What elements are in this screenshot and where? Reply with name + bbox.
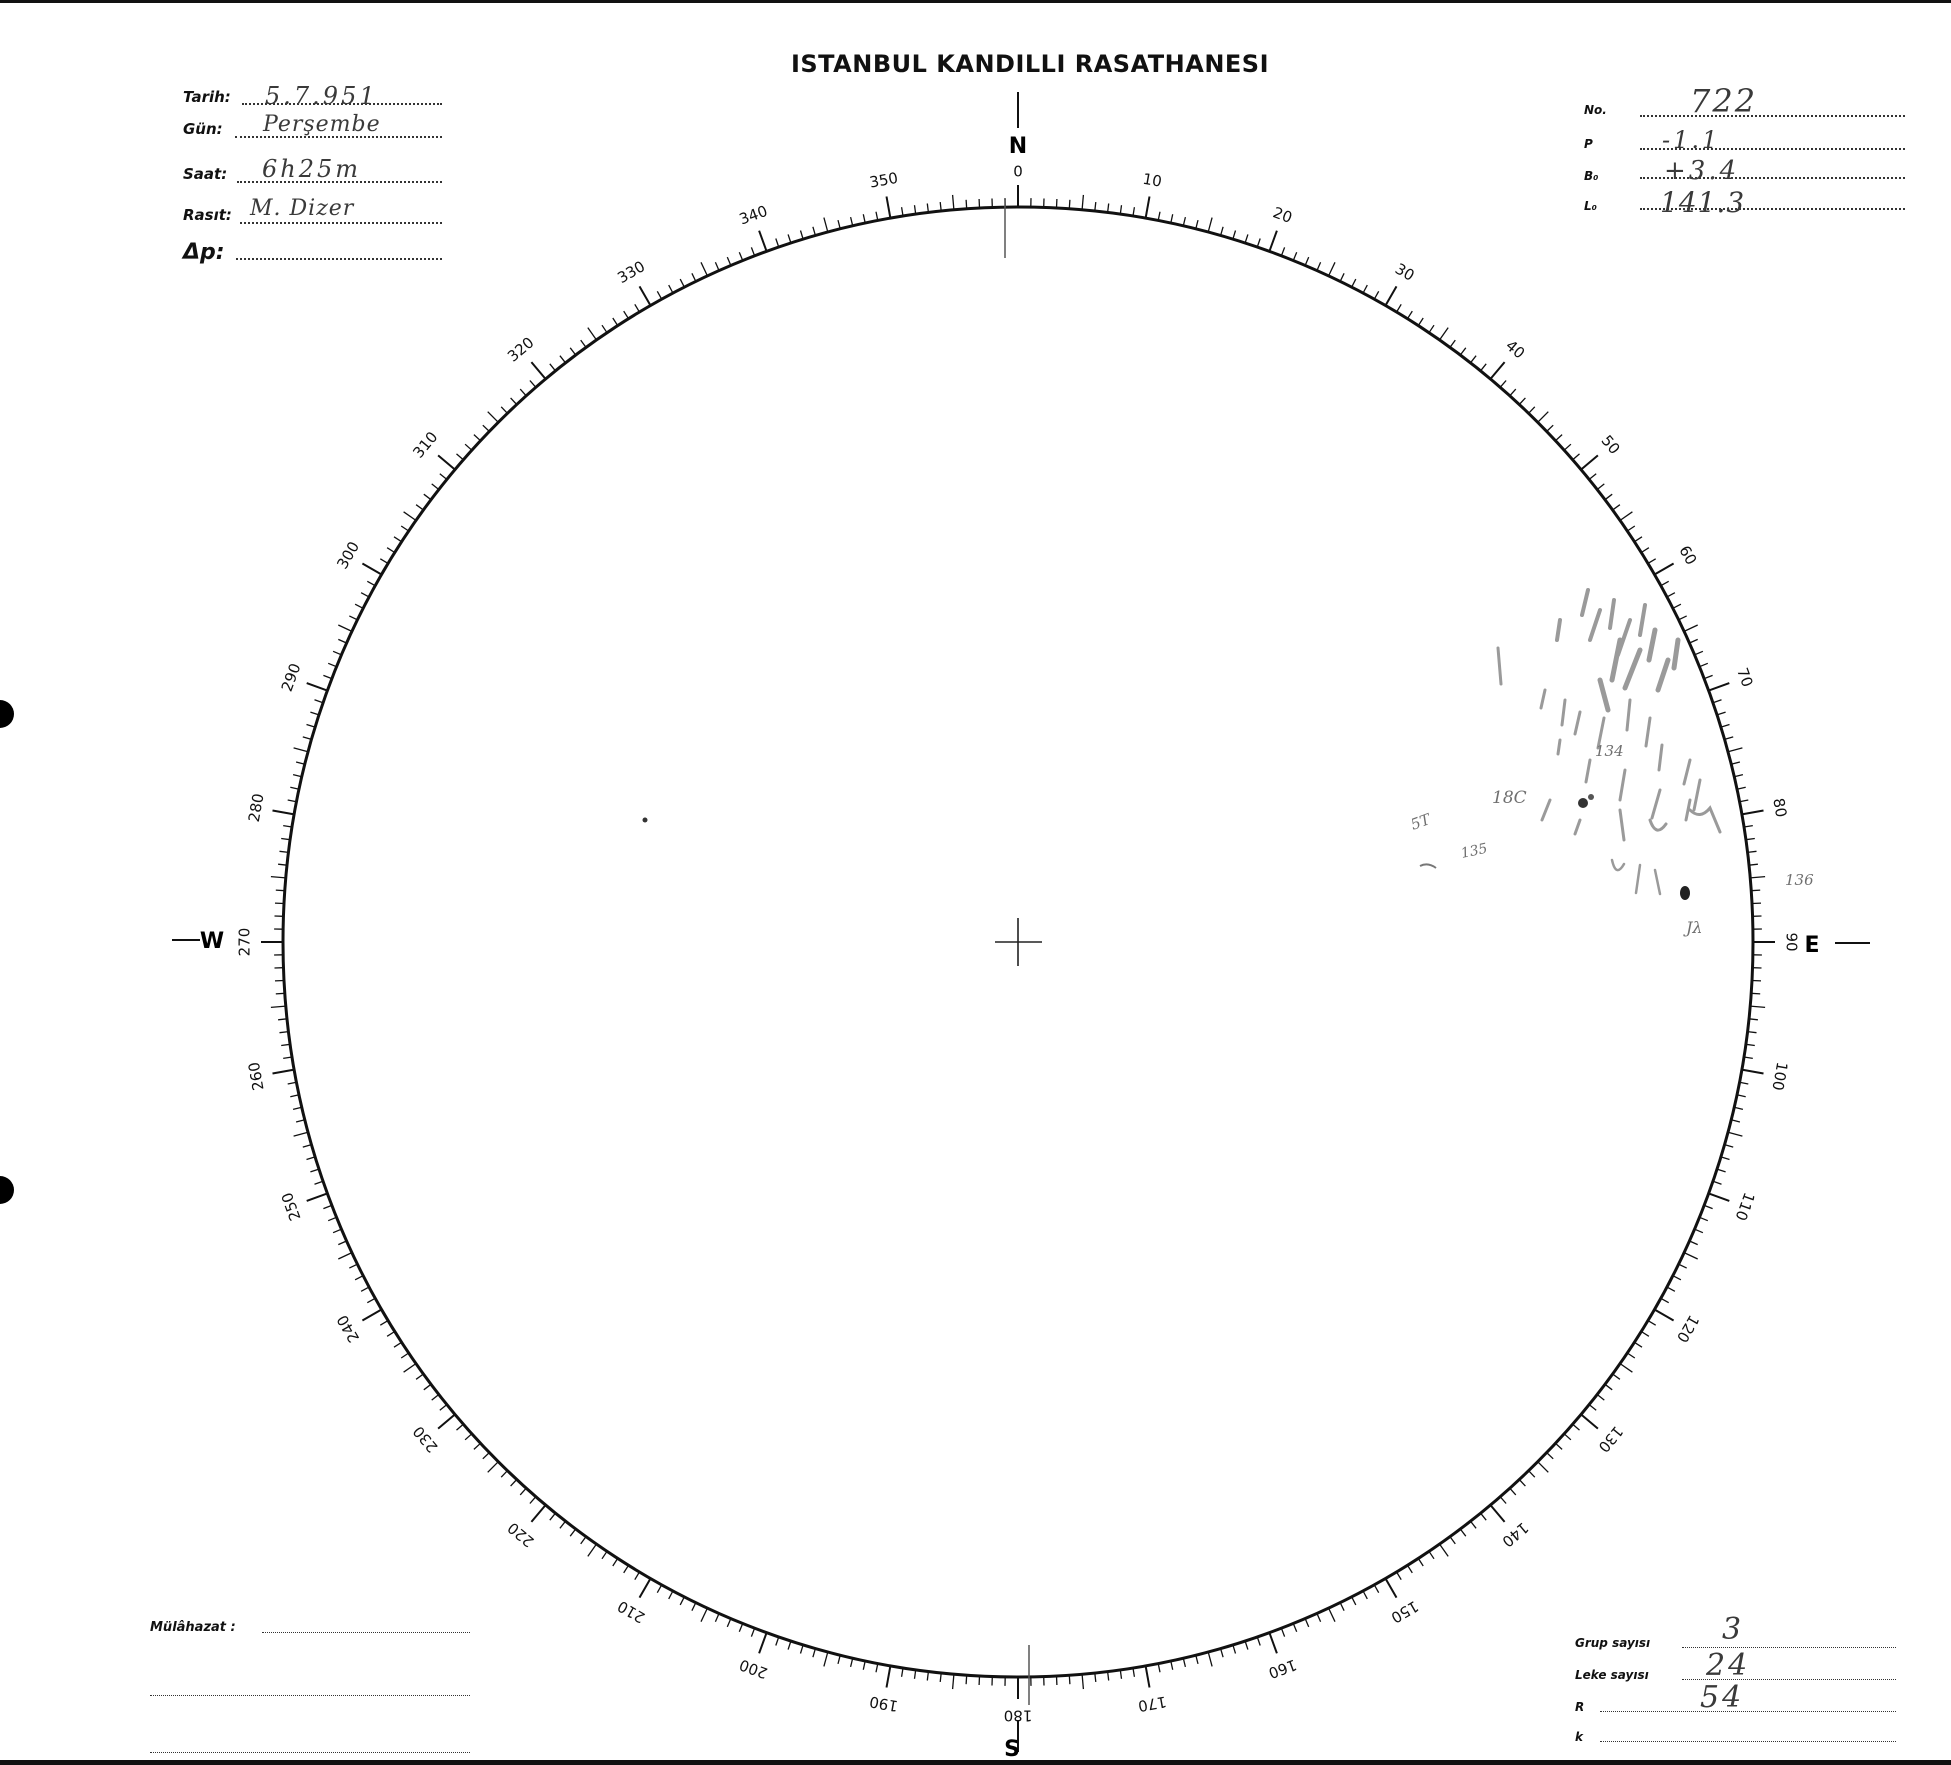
- annotation-136: 136: [1785, 871, 1814, 889]
- degree-label: 80: [1769, 796, 1791, 819]
- degree-label: 320: [504, 333, 538, 366]
- b0-label: B₀: [1584, 169, 1599, 183]
- k-factor-label: k: [1575, 1730, 1583, 1744]
- degree-tick: [1440, 328, 1449, 340]
- degree-tick: [273, 1070, 295, 1074]
- degree-tick: [1581, 1414, 1598, 1428]
- annotation-134: 134: [1595, 742, 1624, 760]
- degree-tick: [1329, 1608, 1335, 1622]
- degree-tick: [1684, 1253, 1698, 1259]
- degree-label: 120: [1672, 1311, 1703, 1346]
- b0-value[interactable]: +3.4: [1664, 156, 1740, 186]
- degree-tick: [273, 811, 295, 815]
- annotation-18c: 18C: [1492, 788, 1527, 808]
- observer-label: Rasıt:: [183, 206, 232, 224]
- time-label: Saat:: [183, 165, 228, 183]
- r-number-line: [1600, 1711, 1896, 1712]
- spot-count-value[interactable]: 24: [1706, 1648, 1751, 1683]
- degree-tick: [488, 1462, 499, 1473]
- degree-tick: [307, 1193, 328, 1201]
- degree-tick: [362, 564, 381, 575]
- degree-tick: [404, 1364, 416, 1373]
- degree-tick: [1269, 231, 1277, 252]
- sunspot-dot: [643, 818, 648, 823]
- date-label: Tarih:: [183, 88, 231, 106]
- degree-tick: [759, 1633, 767, 1654]
- number-label: No.: [1584, 103, 1607, 117]
- degree-label: 330: [614, 257, 649, 288]
- degree-label: 110: [1731, 1190, 1759, 1224]
- annotation-j: Jλ: [1686, 918, 1703, 937]
- group-count-value[interactable]: 3: [1722, 1612, 1745, 1647]
- degree-tick: [759, 231, 767, 252]
- sunspot-mark: [1420, 864, 1436, 868]
- degree-label: 100: [1768, 1060, 1792, 1092]
- annotation-5t: 5T: [1408, 810, 1433, 834]
- p-angle-label: P: [1584, 137, 1593, 151]
- degree-tick: [531, 1505, 545, 1522]
- degree-tick: [887, 197, 891, 219]
- degree-tick: [953, 195, 954, 210]
- degree-tick: [438, 1414, 455, 1428]
- degree-label: 140: [1498, 1518, 1532, 1551]
- degree-label: 170: [1136, 1692, 1168, 1716]
- remarks-line[interactable]: [150, 1752, 470, 1753]
- degree-label: 250: [277, 1190, 305, 1224]
- degree-tick: [588, 328, 597, 340]
- degree-tick: [1728, 748, 1742, 752]
- l0-label: L₀: [1584, 199, 1597, 213]
- degree-tick: [271, 1006, 286, 1007]
- degree-label: 160: [1266, 1655, 1300, 1683]
- degree-tick: [438, 455, 455, 469]
- degree-label: 240: [333, 1311, 364, 1346]
- degree-tick: [953, 1674, 954, 1689]
- degree-tick: [1750, 1006, 1765, 1007]
- number-value[interactable]: 722: [1690, 82, 1758, 120]
- degree-tick: [1386, 1579, 1397, 1598]
- page-title: ISTANBUL KANDILLI RASATHANESI: [790, 50, 1270, 78]
- degree-label: 260: [244, 1060, 268, 1092]
- degree-label: 290: [277, 660, 305, 694]
- south-label: S: [1004, 1737, 1020, 1762]
- degree-label: 270: [235, 927, 254, 957]
- degree-tick: [1082, 195, 1083, 210]
- degree-label: 130: [1594, 1422, 1627, 1456]
- annotation-135: 135: [1459, 840, 1489, 862]
- degree-tick: [1750, 877, 1765, 878]
- degree-tick: [294, 748, 308, 752]
- degree-tick: [1538, 1462, 1549, 1473]
- degree-tick: [1146, 1666, 1150, 1688]
- degree-tick: [1709, 683, 1730, 691]
- degree-label: 20: [1270, 203, 1295, 227]
- sunspot-umbra: [1588, 794, 1594, 800]
- degree-tick: [1709, 1193, 1730, 1201]
- degree-tick: [1490, 1505, 1504, 1522]
- sunspot-umbra: [1680, 886, 1690, 900]
- degree-tick: [488, 412, 499, 423]
- degree-label: 280: [244, 792, 268, 824]
- degree-tick: [404, 512, 416, 521]
- date-value[interactable]: 5.7.951: [265, 82, 378, 110]
- degree-label: 310: [409, 428, 442, 462]
- day-value[interactable]: Perşembe: [263, 112, 381, 137]
- day-label: Gün:: [183, 120, 223, 138]
- degree-tick: [338, 625, 352, 631]
- degree-label: 340: [736, 201, 770, 229]
- degree-label: 300: [333, 538, 364, 573]
- degree-tick: [1208, 218, 1212, 232]
- degree-tick: [701, 262, 707, 276]
- degree-tick: [1269, 1633, 1277, 1654]
- degree-label: 90: [1782, 932, 1801, 952]
- degree-label: 40: [1502, 336, 1529, 363]
- remarks-label: Mülâhazat :: [150, 1620, 236, 1635]
- degree-tick: [1386, 286, 1397, 305]
- degree-tick: [824, 1652, 828, 1666]
- remarks-line[interactable]: [150, 1695, 470, 1696]
- degree-tick: [887, 1666, 891, 1688]
- group-count-label: Grup sayısı: [1575, 1636, 1651, 1650]
- degree-label: 230: [409, 1422, 442, 1456]
- degree-tick: [1581, 455, 1598, 469]
- degree-label: 50: [1597, 431, 1624, 458]
- degree-tick: [588, 1544, 597, 1556]
- degree-label: 210: [614, 1596, 649, 1627]
- delta-p-label: Δp:: [183, 240, 225, 265]
- degree-label: 350: [868, 168, 900, 192]
- spot-count-label: Leke sayısı: [1575, 1668, 1649, 1682]
- degree-tick: [294, 1132, 308, 1136]
- degree-tick: [1490, 362, 1504, 379]
- degree-label: 60: [1675, 542, 1701, 569]
- degree-tick: [1620, 512, 1632, 521]
- degree-tick: [1208, 1652, 1212, 1666]
- p-angle-value[interactable]: -1.1: [1662, 126, 1721, 154]
- l0-value[interactable]: 141.3: [1660, 186, 1746, 219]
- degree-tick: [1728, 1132, 1742, 1136]
- degree-tick: [338, 1253, 352, 1259]
- degree-tick: [824, 218, 828, 232]
- degree-tick: [1655, 564, 1674, 575]
- degree-tick: [1684, 625, 1698, 631]
- r-number-value[interactable]: 54: [1700, 1680, 1745, 1715]
- k-factor-line: [1600, 1741, 1896, 1742]
- degree-label: 70: [1733, 665, 1757, 690]
- degree-tick: [1655, 1310, 1674, 1321]
- time-value[interactable]: 6h25m: [262, 155, 362, 183]
- degree-label: 150: [1387, 1596, 1422, 1627]
- observer-value[interactable]: M. Dizer: [250, 196, 355, 221]
- degree-tick: [1329, 262, 1335, 276]
- degree-label: 200: [736, 1655, 770, 1683]
- degree-tick: [271, 877, 286, 878]
- degree-tick: [1440, 1544, 1449, 1556]
- degree-label: 0: [1013, 162, 1023, 181]
- degree-tick: [1082, 1674, 1083, 1689]
- degree-label: 30: [1391, 259, 1418, 285]
- degree-tick: [640, 286, 651, 305]
- degree-tick: [531, 362, 545, 379]
- west-label: W: [199, 929, 225, 954]
- degree-tick: [1146, 197, 1150, 219]
- degree-tick: [307, 683, 328, 691]
- degree-tick: [1742, 811, 1764, 815]
- degree-label: 190: [868, 1692, 900, 1716]
- degree-tick: [362, 1310, 381, 1321]
- degree-tick: [701, 1608, 707, 1622]
- degree-tick: [640, 1579, 651, 1598]
- north-label: N: [1008, 134, 1028, 159]
- degree-label: 220: [504, 1518, 538, 1551]
- degree-label: 10: [1141, 169, 1164, 191]
- degree-label: 180: [1003, 1706, 1033, 1725]
- degree-tick: [1742, 1070, 1764, 1074]
- remarks-line[interactable]: [262, 1632, 470, 1633]
- sunspot-umbra: [1578, 798, 1588, 808]
- east-label: E: [1804, 933, 1820, 958]
- r-number-label: R: [1575, 1700, 1585, 1714]
- degree-tick: [1620, 1364, 1632, 1373]
- degree-tick: [1538, 412, 1549, 423]
